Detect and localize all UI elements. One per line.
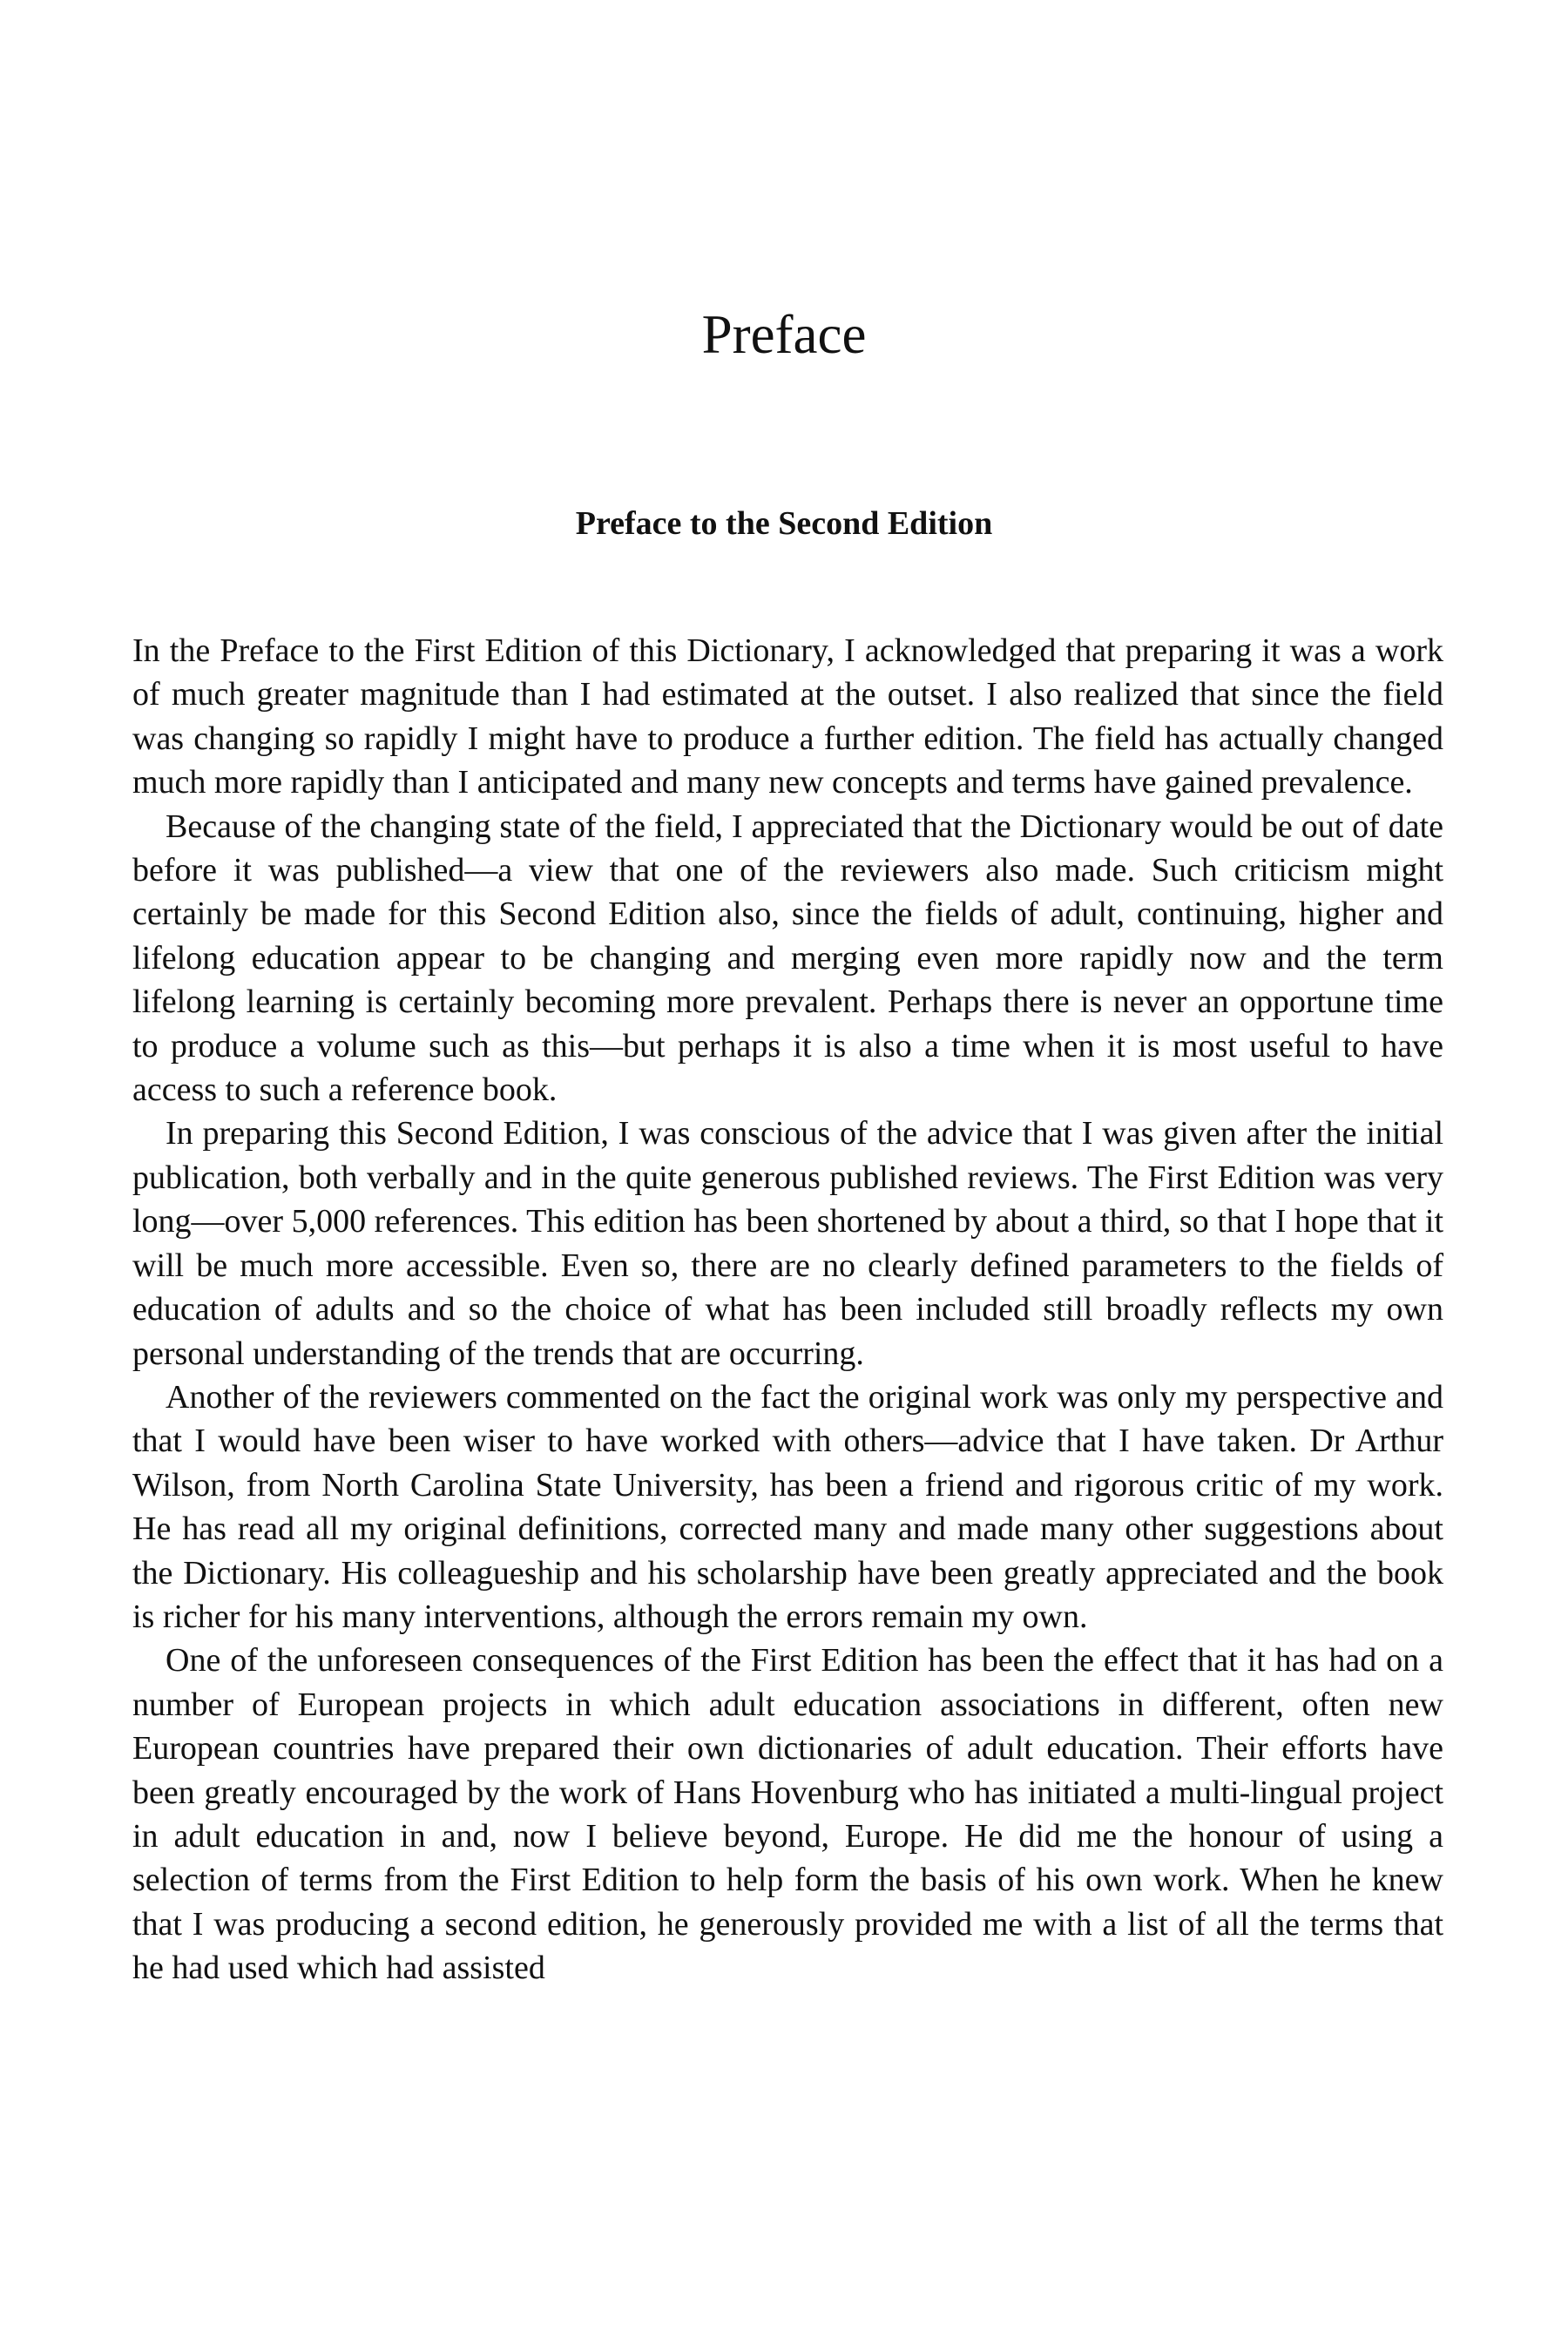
chapter-title: Preface [701, 304, 867, 365]
paragraph: In the Preface to the First Edition of this Dictionary, I acknowledged that preparing it was a work of much greater magnitude than I had estimated at the outset. I also realized that since the field was changing so rapidly I might have to produce a further edition. The field has actually changed much more rapidly than I anticipated and many new concepts and terms have gained prevalence. [132, 632, 1443, 801]
section-title: Preface to the Second Edition [575, 505, 993, 542]
paragraph: Another of the reviewers commented on the fact the original work was only my perspective and that I would have been wiser to have worked with others—advice that I have taken. Dr Arthur Wilson, from North Carolina State University, has been a friend and rigorous critic of my work. He has read all my original definitions, corrected many and made many other suggestions about the Dictionary. His colleagueship and his scholarship have been greatly appreciated and the book is richer for his many interventions, although the errors remain my own. [132, 1378, 1443, 1635]
body-text [132, 629, 1443, 1990]
paragraph: Because of the changing state of the field, I appreciated that the Dictionary would be out of date before it was published—a view that one of the reviewers also made. Such criticism might certainly be made for this Second Edition also, since the fields of adult, continuing, higher and lifelong education appear to be changing and merging even more rapidly now and the term lifelong learning is certainly becoming more prevalent. Perhaps there is never an opportune time to produce a volume such as this—but perhaps it is also a time when it is most useful to have access to such a reference book. [132, 808, 1443, 1109]
paragraph: In preparing this Second Edition, I was conscious of the advice that I was given after the initial publication, both verbally and in the quite generous published reviews. The First Edition was very long—over 5,000 references. This edition has been shortened by about a third, so that I hope that it will be much more accessible. Even so, there are no clearly defined parameters to the fields of education of adults and so the choice of what has been included still broadly reflects my own personal understanding of the trends that are occurring. [132, 1115, 1443, 1372]
paragraph: One of the unforeseen consequences of the First Edition has been the effect that it has had on a number of European projects in which adult education associations in different, often new European countries have prepared their own dictionaries of adult education. Their efforts have been greatly encouraged by the work of Hans Hovenburg who has initiated a multi-lingual project in adult education in and, now I believe beyond, Europe. He did me the honour of using a selection of terms from the First Edition to help form the basis of his own work. When he knew that I was producing a second edition, he generously provided me with a list of all the terms that he had used which had assisted [132, 1642, 1443, 1987]
